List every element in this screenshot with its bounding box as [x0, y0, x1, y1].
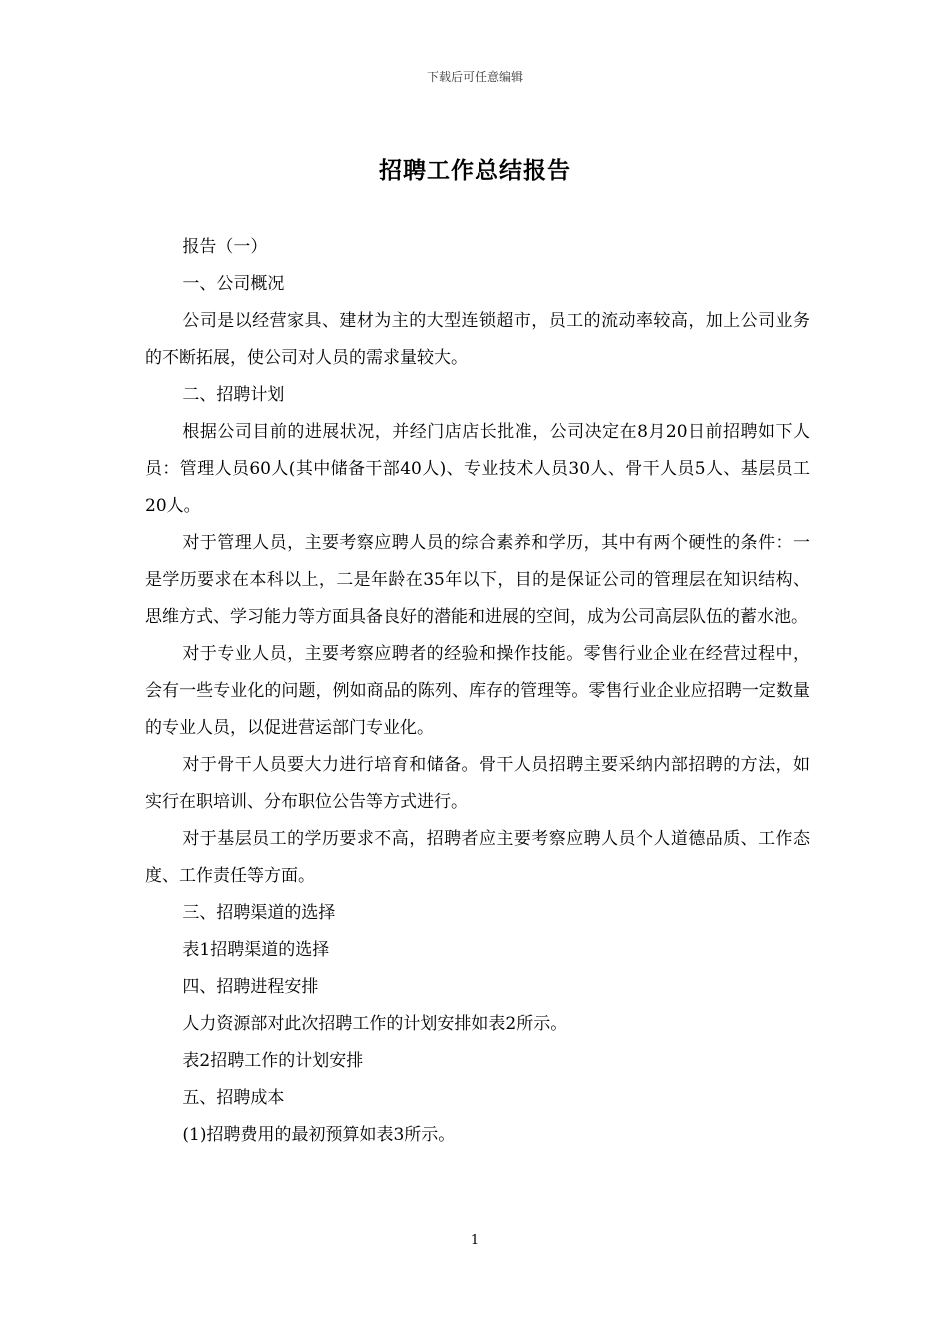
document-title: 招聘工作总结报告	[379, 157, 571, 184]
paragraph: 报告（一）	[182, 237, 268, 257]
paragraph: 人力资源部对此次招聘工作的计划安排如表2所示。	[182, 1014, 568, 1034]
section-heading: 五、招聘成本	[182, 1088, 285, 1108]
section-heading: 三、招聘渠道的选择	[182, 903, 336, 923]
table-caption: 表1招聘渠道的选择	[182, 940, 330, 960]
paragraph: 对于管理人员，主要考察应聘人员的综合素养和学历，其中有两个硬性的条件：一是学历要求在本科以上，二是年龄在35年以下，目的是保证公司的管理层在知识结构、思维方式、学习能力等方面具备良好的潜能和进展的空间，成为公司高层队伍的蓄水池。	[145, 533, 810, 627]
section-heading: 二、招聘计划	[182, 385, 285, 405]
paragraph: 根据公司目前的进展状况，并经门店店长批准，公司决定在8月20日前招聘如下人员：管理人员60人(其中储备干部40人)、专业技术人员30人、骨干人员5人、基层员工20人。	[145, 422, 810, 516]
page-number: 1	[470, 1233, 480, 1248]
paragraph: 公司是以经营家具、建材为主的大型连锁超市，员工的流动率较高，加上公司业务的不断拓展，使公司对人员的需求量较大。	[145, 311, 810, 368]
paragraph: 对于基层员工的学历要求不高，招聘者应主要考察应聘人员个人道德品质、工作态度、工作责任等方面。	[145, 829, 810, 886]
paragraph: (1)招聘费用的最初预算如表3所示。	[182, 1125, 456, 1145]
document-body	[145, 229, 810, 1154]
paragraph: 对于骨干人员要大力进行培育和储备。骨干人员招聘主要采纳内部招聘的方法，如实行在职培训、分布职位公告等方式进行。	[145, 755, 810, 812]
table-caption: 表2招聘工作的计划安排	[182, 1051, 364, 1071]
paragraph: 对于专业人员，主要考察应聘者的经验和操作技能。零售行业企业在经营过程中，会有一些专业化的问题，例如商品的陈列、库存的管理等。零售行业企业应招聘一定数量的专业人员，以促进营运部门专业化。	[145, 644, 810, 738]
section-heading: 一、公司概况	[182, 274, 285, 294]
section-heading: 四、招聘进程安排	[182, 977, 319, 997]
header-note: 下载后可任意编辑	[426, 70, 523, 84]
